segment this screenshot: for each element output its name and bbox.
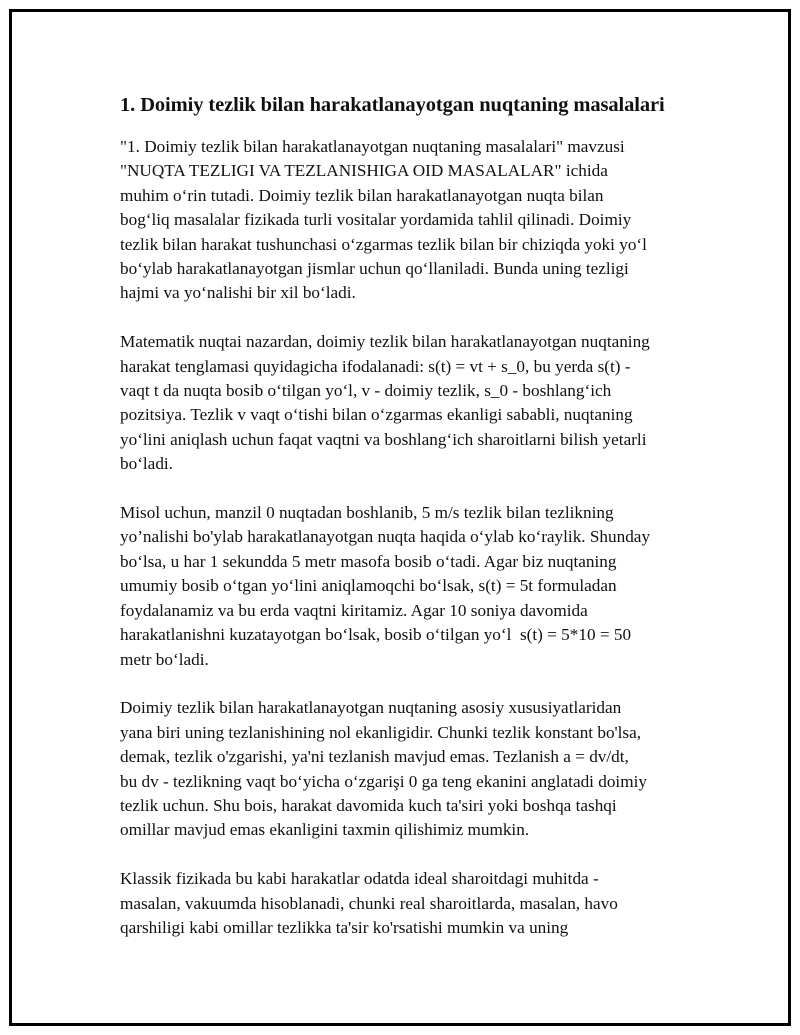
document-body [120,92,700,965]
paragraph-acceleration [120,696,700,842]
text-line: masalan, vakuumda hisoblanadi, chunki real sharoitlarda, masalan, havo [120,893,618,913]
text-line: Doimiy tezlik bilan harakatlanayotgan nuqtaning asosiy xususiyatlaridan [120,698,622,718]
paragraph-example [120,501,700,672]
text-line: tezlik uchun. Shu bois, harakat davomida kuch ta'siri yoki boshqa tashqi [120,795,617,815]
text-line: tezlik bilan harakat tushunchasi o‘zgarmas tezlik bilan bir chiziqda yoki yo‘l [120,234,647,254]
text-line: yo‘lini aniqlash uchun faqat vaqtni va boshlang‘ich sharoitlarni bilish yetarli [120,429,647,449]
text-line: Klassik fizikada bu kabi harakatlar odatda ideal sharoitdagi muhitda - [120,869,599,889]
text-line: bog‘liq masalalar fizikada turli vositalar yordamida tahlil qilinadi. Doimiy [120,210,632,230]
paragraph-classical [120,867,700,940]
text-line: hajmi va yo‘nalishi bir xil bo‘ladi. [120,283,356,303]
text-line: bo‘lsa, u har 1 sekundda 5 metr masofa bosib o‘tadi. Agar biz nuqtaning [120,551,617,571]
text-line: bu dv - tezlikning vaqt bo‘yicha o‘zgarişi 0 ga teng ekanini anglatadi doimiy [120,771,647,791]
text-line: Matematik nuqtai nazardan, doimiy tezlik bilan harakatlanayotgan nuqtaning [120,332,650,352]
section-heading: 1. Doimiy tezlik bilan harakatlanayotgan nuqtaning masalalari [120,94,665,116]
text-line: foydalanamiz va bu erda vaqtni kiritamiz. Agar 10 soniya davomida [120,600,588,620]
text-line: harakat tenglamasi quyidagicha ifodalanadi: s(t) = vt + s_0, bu yerda s(t) - [120,356,631,376]
text-line: harakatlanishni kuzatayotgan bo‘lsak, bosib o‘tilgan yo‘l s(t) = 5*10 = 50 [120,625,632,645]
text-line: metr bo‘ladi. [120,649,209,669]
text-line: yana biri uning tezlanishining nol ekanligidir. Chunki tezlik konstant bo'lsa, [120,722,642,742]
paragraph-equation [120,330,700,476]
text-line: muhim o‘rin tutadi. Doimiy tezlik bilan harakatlanayotgan nuqta bilan [120,185,604,205]
text-line: Misol uchun, manzil 0 nuqtadan boshlanib, 5 m/s tezlik bilan tezlikning [120,503,614,523]
text-line: omillar mavjud emas ekanligini taxmin qilishimiz mumkin. [120,820,530,840]
text-line: yo’nalishi bo'ylab harakatlanayotgan nuqta haqida o‘ylab ko‘raylik. Shunday [120,527,651,547]
paragraph-intro [120,135,700,306]
text-line: qarshiligi kabi omillar tezlikka ta'sir ko'rsatishi mumkin va uning [120,917,569,937]
text-line: vaqt t da nuqta bosib o‘tilgan yo‘l, v - doimiy tezlik, s_0 - boshlang‘ich [120,381,612,401]
text-line: bo‘ylab harakatlanayotgan jismlar uchun qo‘llaniladi. Bunda uning tezligi [120,259,629,279]
text-line: "NUQTA TEZLIGI VA TEZLANISHIGA OID MASALALAR" ichida [120,161,608,181]
text-line: pozitsiya. Tezlik v vaqt o‘tishi bilan o‘zgarmas ekanligi sababli, nuqtaning [120,405,633,425]
page-frame [9,9,791,1026]
text-line: umumiy bosib o‘tgan yo‘lini aniqlamoqchi bo‘lsak, s(t) = 5t formuladan [120,576,617,596]
text-line: "1. Doimiy tezlik bilan harakatlanayotgan nuqtaning masalalari" mavzusi [120,137,625,156]
text-line: bo‘ladi. [120,454,173,474]
text-line: demak, tezlik o'zgarishi, ya'ni tezlanish mavjud emas. Tezlanish a = dv/dt, [120,747,629,767]
